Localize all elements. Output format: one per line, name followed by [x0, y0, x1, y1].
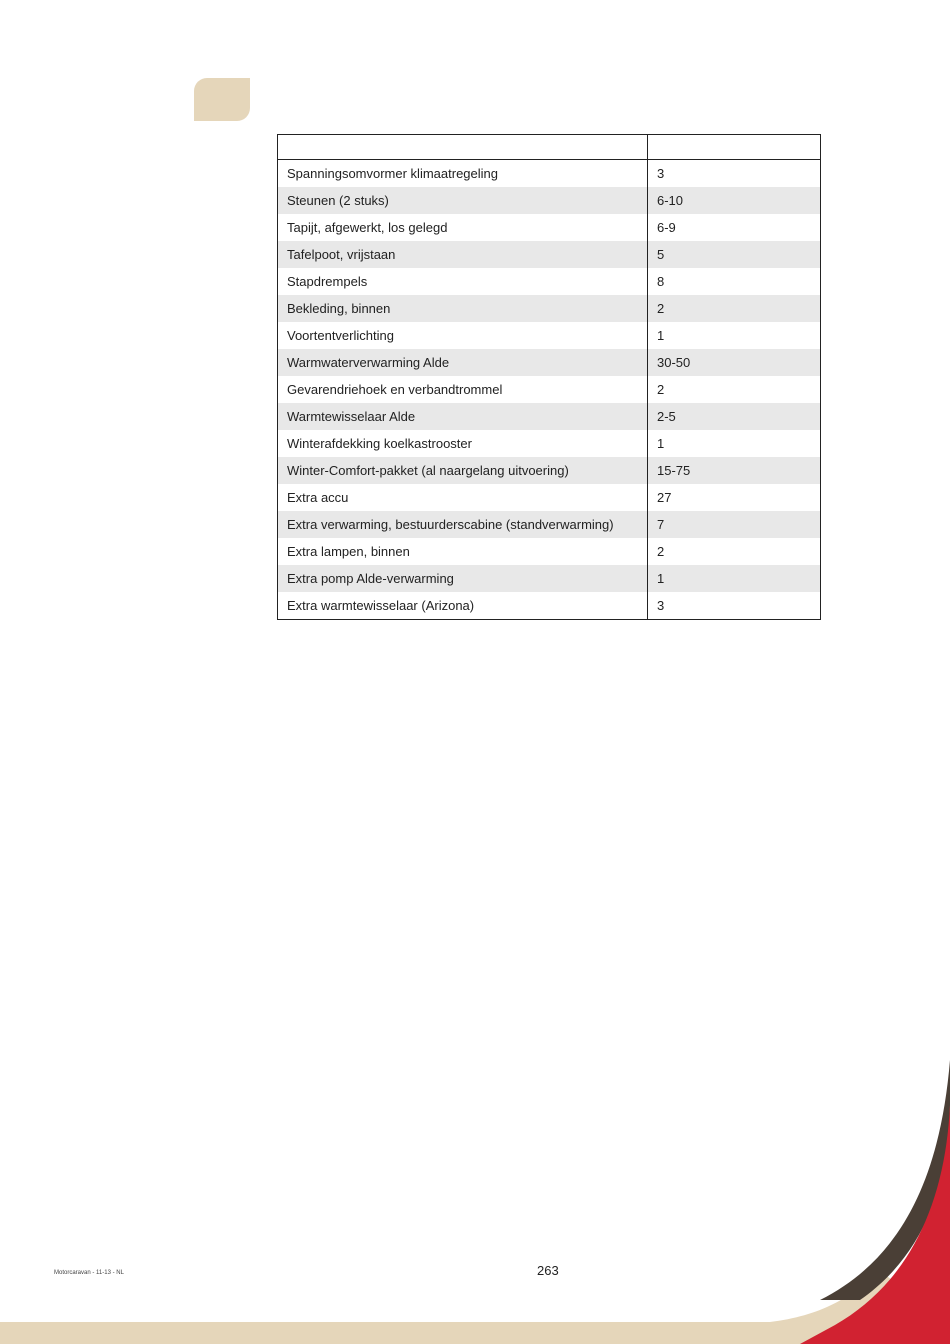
row-item-label: Extra accu — [287, 489, 349, 505]
row-item-label: Extra lampen, binnen — [287, 543, 410, 559]
row-item-label: Winterafdekking koelkastrooster — [287, 435, 472, 451]
beige-footer-band — [0, 1268, 950, 1344]
row-weight-value: 30-50 — [648, 349, 821, 376]
row-weight-value: 2 — [648, 295, 821, 322]
row-weight-value: 3 — [648, 592, 821, 620]
row-weight-value: 1 — [648, 430, 821, 457]
row-weight-value: 8 — [648, 268, 821, 295]
row-item-label: Gevarendriehoek en verbandtrommel — [287, 381, 503, 397]
row-weight-value: 27 — [648, 484, 821, 511]
row-weight-value: 15-75 — [648, 457, 821, 484]
row-item-label: Extra warmtewisselaar (Arizona) — [287, 597, 475, 613]
row-weight-value: 6-10 — [648, 187, 821, 214]
row-weight-value: 2 — [648, 376, 821, 403]
row-weight-value: 6-9 — [648, 214, 821, 241]
row-item-label: Warmwaterverwarming Alde — [278, 349, 648, 376]
row-item-label: Extra pomp Alde-verwarming — [278, 565, 648, 592]
row-weight-value: 1 — [648, 322, 821, 349]
row-item-label: Tapijt, afgewerkt, los gelegd — [287, 219, 448, 235]
row-weight-value: 1 — [648, 565, 821, 592]
row-weight-value: 2-5 — [648, 403, 821, 430]
row-weight-value: 2 — [648, 538, 821, 565]
row-item-label: Voortentverlichting — [287, 327, 394, 343]
row-item-label: Extra verwarming, bestuurderscabine (standverwarming) — [278, 511, 648, 538]
page-number: 263 — [537, 1263, 559, 1278]
row-item-label: Spanningsomvormer klimaatregeling — [287, 165, 498, 181]
document-reference: Motorcaravan - 11-13 - NL — [54, 1270, 124, 1276]
row-weight-value: 7 — [648, 511, 821, 538]
row-item-label: Winter-Comfort-pakket (al naargelang uitvoering) — [278, 457, 648, 484]
row-item-label: Tafelpoot, vrijstaan — [278, 241, 648, 268]
row-weight-value: 3 — [648, 160, 821, 188]
red-curve-band — [800, 1105, 950, 1344]
row-item-label: Steunen (2 stuks) — [278, 187, 648, 214]
row-item-label: Stapdrempels — [287, 273, 368, 289]
row-item-label: Bekleding, binnen — [278, 295, 648, 322]
row-weight-value: 5 — [648, 241, 821, 268]
row-item-label: Warmtewisselaar Alde — [278, 403, 648, 430]
